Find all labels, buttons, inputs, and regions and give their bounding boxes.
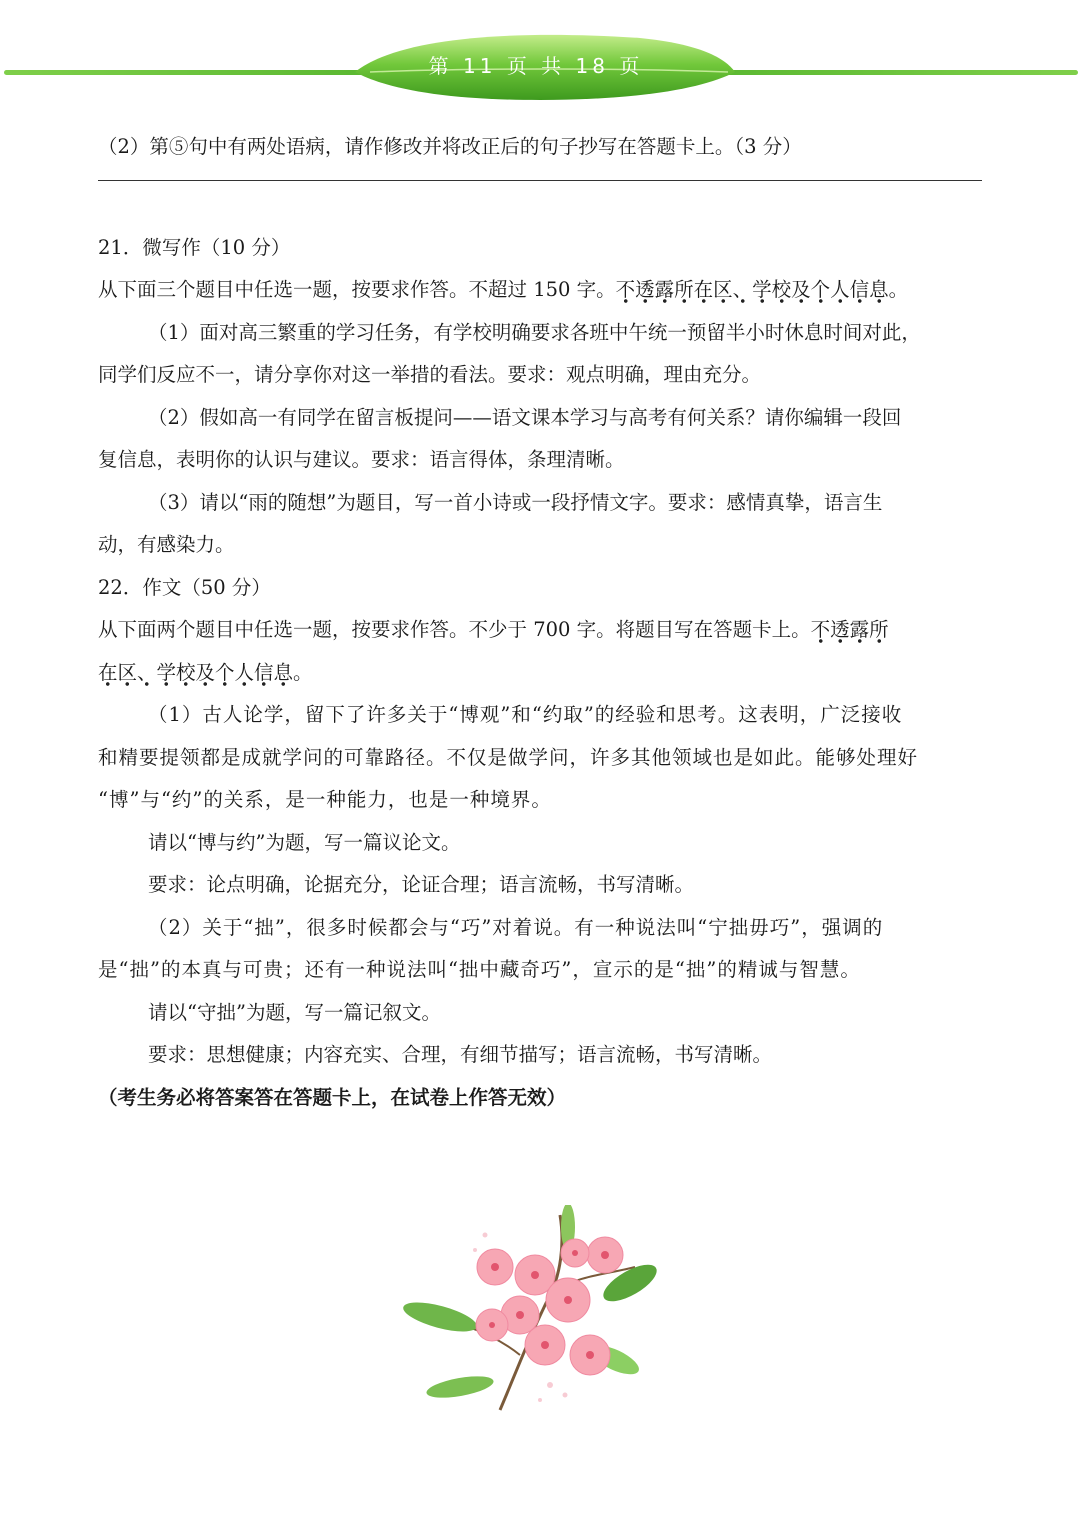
page-number: 第 11 页 共 18 页 <box>428 54 644 78</box>
q21-dotted-emphasis: 不透露所在区、学校及个人信息 <box>616 278 889 304</box>
q20-part2: （2）第⑤句中有两处语病，请作修改并将改正后的句子抄写在答题卡上。（3 分） <box>98 135 802 158</box>
q22-option1-task: 请以“博与约”为题，写一篇议论文。 <box>148 830 461 854</box>
q22-option2-requirement: 要求：思想健康；内容充实、合理，有细节描写；语言流畅，书写清晰。 <box>148 1043 773 1066</box>
q21-option3-cont: 动，有感染力。 <box>98 533 235 556</box>
q21-title: 21．微写作（10 分） <box>98 235 291 259</box>
q21-option1-cont: 同学们反应不一，请分享你对这一举措的看法。要求：观点明确，理由充分。 <box>98 363 762 386</box>
q22-option1-cont1: 和精要提领都是成就学问的可靠路径。不仅是做学问，许多其他领域也是如此。能够处理好 <box>98 745 919 769</box>
q21-option3: （3）请以“雨的随想”为题目，写一首小诗或一段抒情文字。要求：感情真挚，语言生 <box>148 490 883 514</box>
q21-option1: （1）面对高三繁重的学习任务，有学校明确要求各班中午统一预留半小时休息时间对此， <box>148 320 921 344</box>
footer-note: （考生务必将答案答在答题卡上，在试卷上作答无效） <box>98 1085 567 1109</box>
q21-intro: 从下面三个题目中任选一题，按要求作答。不超过 150 字。不透露所在区、学校及个人信息。 <box>98 269 982 312</box>
answer-line <box>98 180 982 181</box>
page-header <box>0 28 1080 108</box>
q22-dotted-emphasis-b: 在区、学校及个人信息 <box>98 661 293 687</box>
q22-intro: 从下面两个题目中任选一题，按要求作答。不少于 700 字。将题目写在答题卡上。不透露所 <box>98 609 982 652</box>
q22-option2-task: 请以“守拙”为题，写一篇记叙文。 <box>148 1000 441 1024</box>
q22-intro-cont: 在区、学校及个人信息。 <box>98 652 982 695</box>
q21-option2: （2）假如高一有同学在留言板提问——语文课本学习与高考有何关系？请你编辑一段回 <box>148 405 902 429</box>
q22-dotted-emphasis-a: 不透露所 <box>811 618 889 644</box>
q22-option1-cont2: “博”与“约”的关系，是一种能力，也是一种境界。 <box>98 788 552 811</box>
q22-title: 22．作文（50 分） <box>98 575 271 599</box>
exam-content <box>98 126 982 1119</box>
q22-option2: （2）关于“拙”，很多时候都会与“巧”对着说。有一种说法叫“宁拙毋巧”，强调的 <box>148 915 884 939</box>
q22-option2-cont: 是“拙”的本真与可贵；还有一种说法叫“拙中藏奇巧”，宣示的是“拙”的精诚与智慧。 <box>98 958 861 981</box>
q21-option2-cont: 复信息，表明你的认识与建议。要求：语言得体，条理清晰。 <box>98 448 625 471</box>
q22-option1: （1）古人论学，留下了许多关于“博观”和“约取”的经验和思考。这表明，广泛接收 <box>148 703 903 726</box>
flower-branch-icon <box>400 1205 670 1420</box>
q22-option1-requirement: 要求：论点明确，论据充分，论证合理；语言流畅，书写清晰。 <box>148 873 695 896</box>
